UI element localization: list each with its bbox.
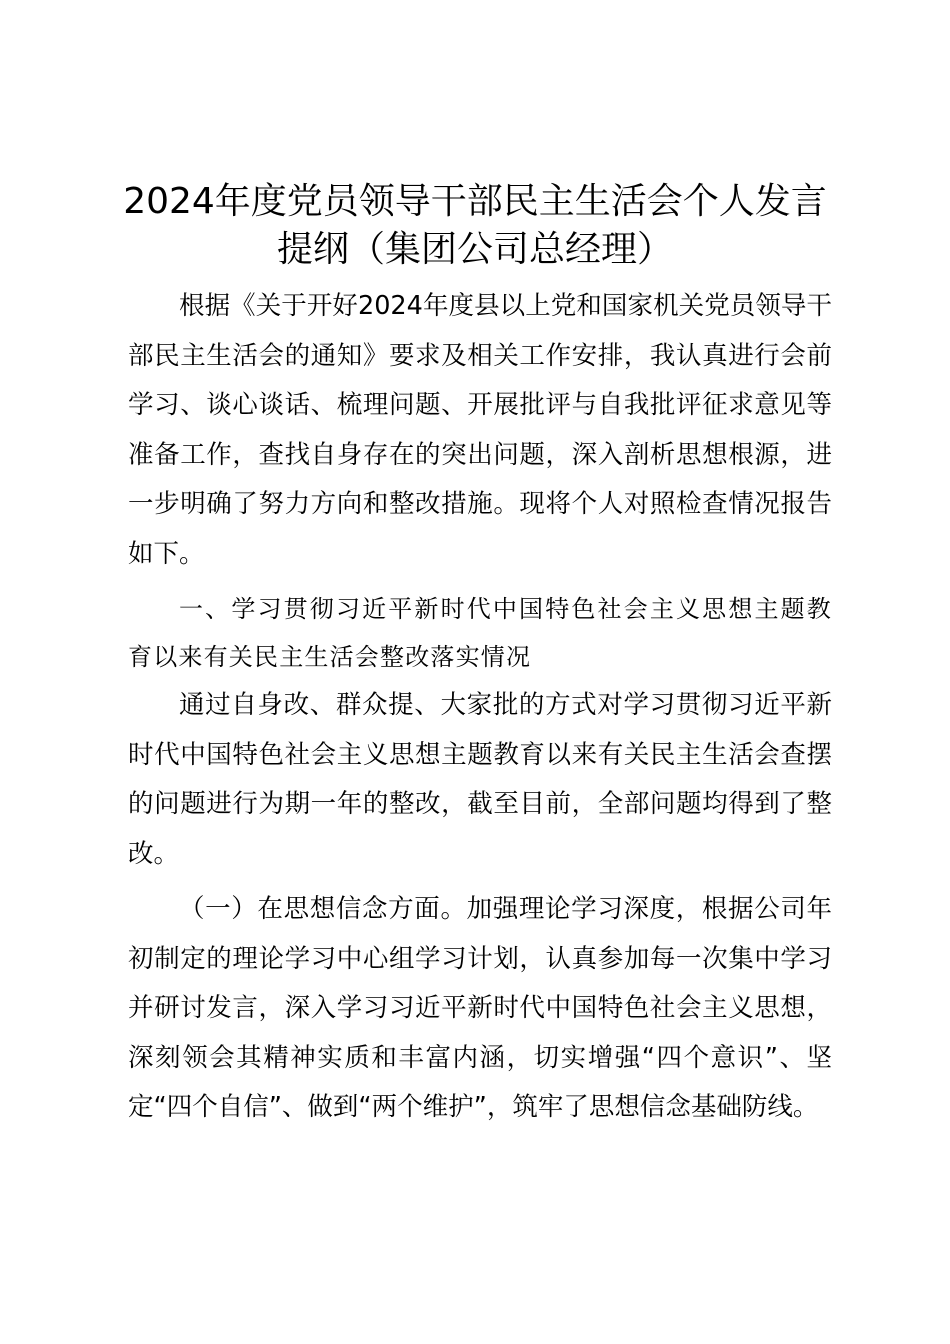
subsection-1-paragraph: （一）在思想信念方面。加强理论学习深度，根据公司年初制定的理论学习中心组学习计划，认真参加每一次集中学习并研讨发言，深入学习习近平新时代中国特色社会主义思想，深刻领会其精神实质和丰富内涵，切实增强“四个意识”、坚定“四个自信”、做到“两个维护”，筑牢了思想信念基础防线。: [128, 894, 832, 1122]
intro-paragraph: 根据《关于开好2024年度县以上党和国家机关党员领导干部民主生活会的通知》要求及相关工作安排，我认真进行会前学习、谈心谈话、梳理问题、开展批评与自我批评征求意见等准备工作，查找自身存在的突出问题，深入剖析思想根源，进一步明确了努力方向和整改措施。现将个人对照检查情况报告如下。: [128, 291, 832, 569]
document-body: [128, 282, 832, 1133]
section-1-paragraph: 通过自身改、群众提、大家批的方式对学习贯彻习近平新时代中国特色社会主义思想主题教育以来有关民主生活会查摆的问题进行为期一年的整改，截至目前，全部问题均得到了整改。: [128, 690, 832, 869]
document-title: 2024年度党员领导干部民主生活会个人发言提纲（集团公司总经理）: [123, 181, 827, 270]
section-heading-1: 一、学习贯彻习近平新时代中国特色社会主义思想主题教育以来有关民主生活会整改落实情况: [128, 595, 832, 671]
